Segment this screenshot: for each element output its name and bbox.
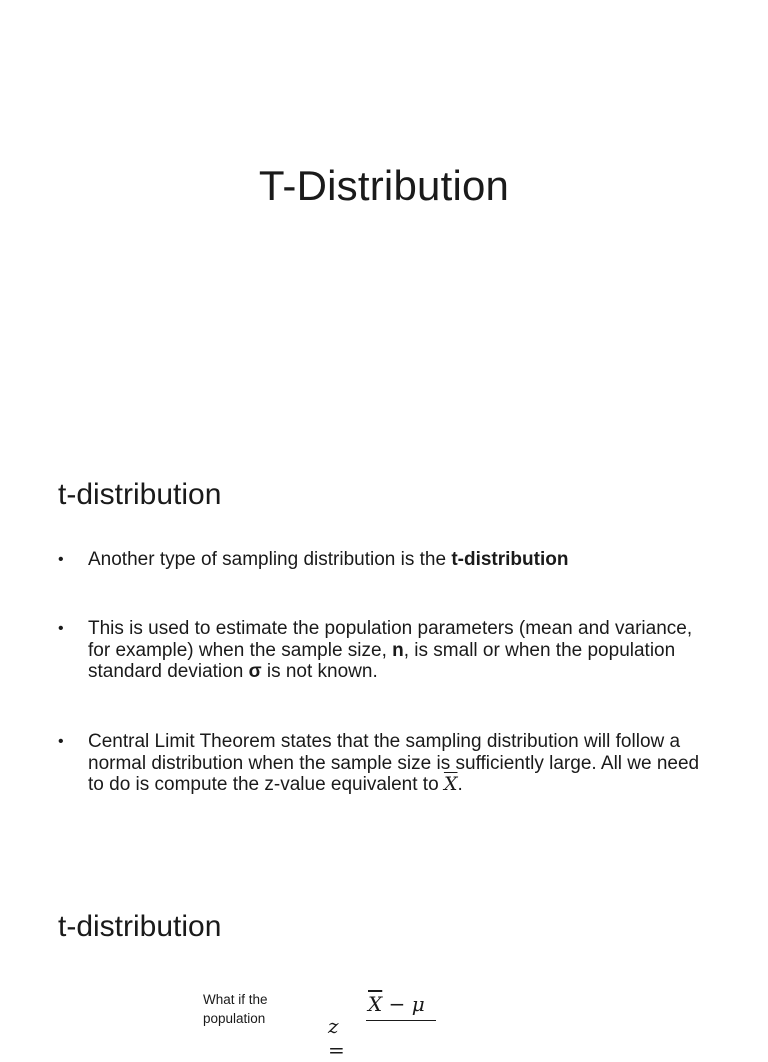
bullet-icon: • — [58, 551, 64, 568]
bullet-item — [58, 731, 718, 796]
x-bar-symbol: $\overline{X}$ — [368, 992, 383, 1016]
bullet-text-bold: t-distribution — [451, 549, 569, 570]
bullet-item — [58, 618, 718, 683]
x-bar-symbol: $\overline{X}$ — [443, 773, 458, 795]
bullet-text-part: is not known. — [261, 661, 378, 682]
bullet-text-bold: σ — [248, 661, 262, 682]
formula-lhs: z = — [328, 1014, 345, 1062]
bullet-text-part: Another type of sampling distribution is the — [88, 549, 452, 570]
formula-numerator — [368, 992, 425, 1016]
fraction-bar — [366, 1020, 436, 1021]
bullet-text-part: Central Limit Theorem states that the sampling distribution will follow a normal distribution when the sample size is sufficiently large. All we need to do is compute the z-value equivalent to — [88, 731, 700, 795]
slide-heading: t-distribution — [58, 478, 222, 511]
bullet-icon: • — [58, 733, 64, 750]
note-line: population — [203, 1011, 266, 1026]
bullet-text-part: This is used to estimate the population parameters (mean and variance, for example) when the sample size, — [88, 618, 693, 661]
formula-numerator-rest: − μ — [382, 992, 425, 1016]
bullet-text-part: , is small or when the population standard deviation — [88, 639, 676, 682]
bullet-item — [58, 549, 718, 571]
bullet-text — [88, 549, 718, 571]
bullet-text — [88, 731, 718, 796]
slide-heading: t-distribution — [58, 910, 222, 943]
note-text — [203, 990, 313, 1028]
slide-title: T-Distribution — [258, 162, 510, 209]
note-line: What if the — [203, 992, 268, 1007]
bullet-icon: • — [58, 620, 64, 637]
bullet-text-bold: n — [392, 639, 404, 661]
bullet-text-part: . — [457, 774, 463, 795]
bullet-text — [88, 618, 718, 683]
